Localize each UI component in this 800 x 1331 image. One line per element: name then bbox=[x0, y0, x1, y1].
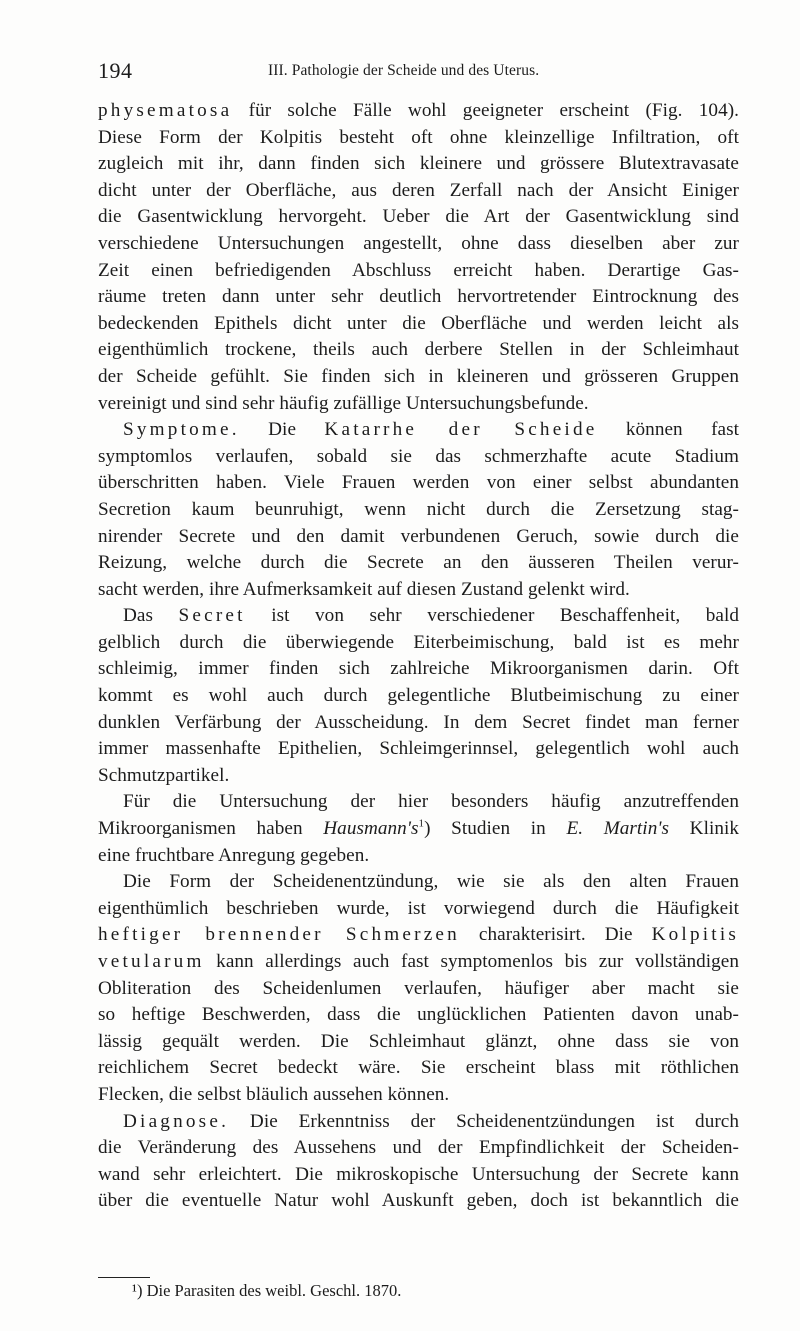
text-line: der Scheide gefühlt. Sie finden sich in kleineren und grösseren Gruppen bbox=[98, 365, 739, 387]
emphasized-term: heftiger brennender Schmerzen bbox=[98, 924, 460, 946]
author-name: Hausmann's bbox=[323, 818, 419, 840]
text-line: die Veränderung des Aussehens und der Empfindlichkeit der Scheiden- bbox=[98, 1137, 739, 1159]
text-line: Zeit einen befriedigenden Abschluss erreicht haben. Derartige Gas- bbox=[98, 259, 739, 281]
text-line: so heftige Beschwerden, dass die unglücklichen Patienten davon unab- bbox=[98, 1004, 739, 1026]
text-line: Das Secret ist von sehr verschiedener Beschaffenheit, bald bbox=[123, 605, 739, 627]
text-line: eigenthümlich trockene, theils auch derbere Stellen in der Schleimhaut bbox=[98, 339, 739, 361]
text-line: Secretion kaum beunruhigt, wenn nicht durch die Zersetzung stag- bbox=[98, 498, 739, 520]
text-line: räume treten dann unter sehr deutlich hervortretender Eintrocknung des bbox=[98, 286, 739, 308]
footnote-divider bbox=[98, 1277, 150, 1278]
emphasized-term: physematosa bbox=[98, 100, 233, 121]
text-line: Diese Form der Kolpitis besteht oft ohne kleinzellige Infiltration, oft bbox=[98, 126, 739, 148]
footnote-reference: 1 bbox=[418, 817, 425, 830]
text-line: vetularum kann allerdings auch fast symptomenlos bis zur vollständigen bbox=[98, 951, 739, 972]
section-heading-symptome: Symptome. bbox=[123, 419, 240, 441]
text-line: kommt es wohl auch durch gelegentliche Blutbeimischung zu einer bbox=[98, 685, 739, 707]
text-line: wand sehr erleichtert. Die mikroskopische Untersuchung der Secrete kann bbox=[98, 1163, 739, 1185]
text-line: schleimig, immer finden sich zahlreiche Mikroorganismen darin. Oft bbox=[98, 658, 739, 680]
text-line: Obliteration des Scheidenlumen verlaufen, häufiger aber macht sie bbox=[98, 977, 739, 999]
section-heading-diagnose: Diagnose. bbox=[123, 1110, 230, 1132]
text-line: bedeckenden Epithels dicht unter die Oberfläche und werden leicht als bbox=[98, 312, 739, 334]
text-line: die Gasentwicklung hervorgeht. Ueber die Art der Gasentwicklung sind bbox=[98, 206, 739, 228]
text-line: sacht werden, ihre Aufmerksamkeit auf diesen Zustand gelenkt wird. bbox=[98, 578, 630, 600]
text-line: verschiedene Untersuchungen angestellt, ohne dass dieselben aber zur bbox=[98, 232, 739, 254]
text-line: eigenthümlich beschrieben wurde, ist vorwiegend durch die Häufigkeit bbox=[98, 897, 739, 919]
text-line: Symptome. Die Katarrhe der Scheide können fast bbox=[123, 419, 739, 441]
emphasized-term: Secret bbox=[178, 605, 246, 627]
text-line: Diagnose. Die Erkenntniss der Scheidenentzündungen ist durch bbox=[123, 1110, 739, 1132]
text-line: physematosa für solche Fälle wohl geeigneter erscheint (Fig. 104). bbox=[98, 100, 739, 121]
running-title: III. Pathologie der Scheide und des Uterus. bbox=[268, 62, 540, 79]
text-line: Schmutzpartikel. bbox=[98, 764, 230, 786]
text-line: lässig gequält werden. Die Schleimhaut glänzt, ohne dass sie von bbox=[98, 1030, 739, 1052]
text-line: gelblich durch die überwiegende Eiterbeimischung, bald ist es mehr bbox=[98, 631, 739, 653]
page-header bbox=[98, 58, 738, 84]
emphasized-term: Katarrhe der Scheide bbox=[324, 419, 598, 441]
page-number: 194 bbox=[98, 58, 133, 83]
text-line: heftiger brennender Schmerzen charakterisirt. Die Kolpitis bbox=[98, 924, 740, 946]
emphasized-term: vetularum bbox=[98, 951, 205, 972]
text-line: Flecken, die selbst bläulich aussehen können. bbox=[98, 1083, 450, 1105]
text-line: Mikroorganismen haben $Hausmann's^1$) Studien in E. Martin's Klinik bbox=[98, 817, 740, 840]
text-line: immer massenhafte Epithelien, Schleimgerinnsel, gelegentlich wohl auch bbox=[98, 738, 739, 760]
author-name: E. Martin's bbox=[566, 818, 670, 840]
text-line: überschritten haben. Viele Frauen werden von einer selbst abundanten bbox=[98, 472, 739, 494]
text-line: über die eventuelle Natur wohl Auskunft geben, doch ist bekanntlich die bbox=[98, 1190, 739, 1212]
text-line: vereinigt und sind sehr häufig zufällige Untersuchungsbefunde. bbox=[98, 392, 589, 414]
footnote bbox=[132, 1281, 401, 1301]
footnote-marker: ¹) bbox=[132, 1281, 143, 1300]
footnote-text: Die Parasiten des weibl. Geschl. 1870. bbox=[142, 1281, 402, 1300]
text-line: Die Form der Scheidenentzündung, wie sie als den alten Frauen bbox=[123, 871, 739, 893]
text-line: zugleich mit ihr, dann finden sich kleinere und grössere Blutextravasate bbox=[98, 153, 739, 175]
emphasized-term: Kolpitis bbox=[651, 924, 740, 946]
text-line: Für die Untersuchung der hier besonders häufig anzutreffenden bbox=[123, 791, 739, 813]
text-line: dunklen Verfärbung der Ausscheidung. In dem Secret findet man ferner bbox=[98, 711, 739, 733]
text-line: Reizung, welche durch die Secrete an den äusseren Theilen verur- bbox=[98, 552, 739, 574]
text-line: symptomlos verlaufen, sobald sie das schmerzhafte acute Stadium bbox=[98, 445, 739, 467]
body-text bbox=[98, 98, 739, 1215]
text-line: reichlichem Secret bedeckt wäre. Sie erscheint blass mit röthlichen bbox=[98, 1057, 739, 1079]
text-line: dicht unter der Oberfläche, aus deren Zerfall nach der Ansicht Einiger bbox=[98, 179, 739, 201]
text-line: nirender Secrete und den damit verbundenen Geruch, sowie durch die bbox=[98, 525, 739, 547]
text-line: eine fruchtbare Anregung gegeben. bbox=[98, 844, 370, 866]
